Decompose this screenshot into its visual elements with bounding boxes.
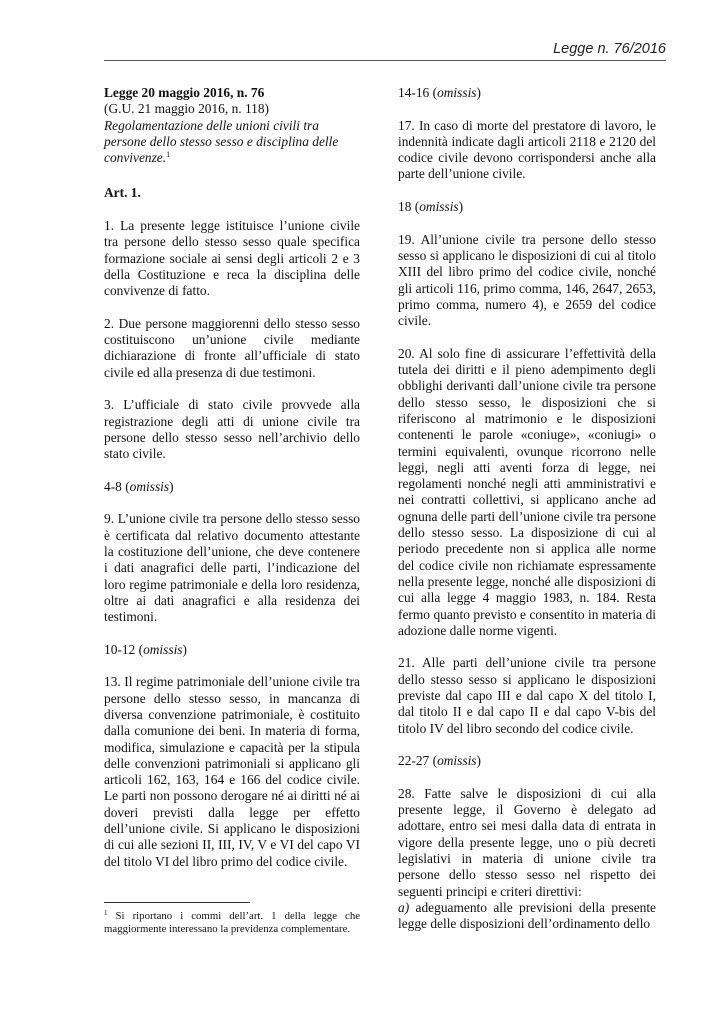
paragraph-19: 19. All’unione civile tra persone dello stesso sesso si applicano le disposizioni di cui al titolo XIII del libro primo del codice civile, nonché gli articoli 116, primo comma, 146, 2647, 2653, primo comma, numero 4), e 2659 del codice civile. bbox=[398, 231, 656, 329]
range-number: 4-8 bbox=[104, 478, 122, 494]
paragraph-18: 18 (omissis) bbox=[398, 199, 464, 215]
range-number: 10-12 bbox=[104, 641, 136, 657]
paragraph-21: 21. Alle parti dell’unione civile tra persone dello stesso sesso si applicano le disposizioni previste dal capo III e dal capo X del titolo I, dal titolo II e dal capo II e dal capo V-bis del titolo IV del libro secondo del codice civile. bbox=[398, 655, 656, 736]
paragraph-14-16: 14-16 (omissis) bbox=[398, 85, 481, 100]
paragraph-20: 20. Al solo fine di assicurare l’effettività della tutela dei diritti e il pieno adempimento degli obblighi derivanti dall’unione civile tra persone dello stesso sesso, le disposizioni che si riferiscono al matrimonio e le disposizioni contenenti le parole «coniuge», «coniugi» o termini equivalenti, ovunque ricorrono nelle leggi, negli atti aventi forza di legge, nei regolamenti nonché negli atti amministrativi e nei contratti collettivi, si applicano anche ad ognuna delle parti dell’unione civile tra persone dello stesso sesso. La disposizione di cui al periodo precedente non si applica alle norme del codice civile non richiamate espressamente nella presente legge, nonché alle disposizioni di cui alla legge 4 maggio 1983, n. 184. Resta fermo quanto previsto e consentito in materia di adozione dalle norme vigenti. bbox=[398, 345, 656, 638]
paragraph-17: 17. In caso di morte del prestatore di lavoro, le indennità indicate dagli articoli 2118 e 2120 del codice civile devono corrispondersi anche alla parte dell’unione civile. bbox=[398, 117, 656, 182]
paragraph-13: 13. Il regime patrimoniale dell’unione civile tra persone dello stesso sesso, in mancanza di diversa convenzione patrimoniale, è costituito dalla comunione dei beni. In materia di forma, modifica, simulazione e capacità per la stipula delle convenzioni patrimoniali si applicano gli articoli 162, 163, 164 e 166 del codice civile. Le parti non possono derogare né ai diritti né ai doveri previsti dalla legge per effetto dell’unione civile. Si applicano le disposizioni di cui alle sezioni II, III, IV, V e VI del capo VI del titolo VI del libro primo del codice civile. bbox=[104, 674, 360, 869]
right-column bbox=[398, 85, 656, 949]
left-column bbox=[104, 85, 360, 920]
running-header bbox=[104, 40, 666, 61]
omissis-label: omissis bbox=[419, 199, 459, 215]
omissis-label: omissis bbox=[143, 641, 183, 657]
footnote-ref: 1 bbox=[166, 150, 171, 160]
law-description: Regolamentazione delle unioni civili tra persone dello stesso sesso e disciplina delle convivenze. bbox=[104, 117, 339, 166]
item-letter: a) bbox=[398, 899, 410, 915]
omissis-label: omissis bbox=[437, 753, 477, 769]
omissis-label: omissis bbox=[437, 85, 477, 100]
paragraph-3: 3. L’ufficiale di stato civile provvede alla registrazione degli atti di unione civile tra persone dello stesso sesso nell’archivio dello stato civile. bbox=[104, 397, 360, 462]
footnote bbox=[104, 910, 360, 937]
range-number: 22-27 bbox=[398, 753, 430, 769]
article-heading: Art. 1. bbox=[104, 185, 141, 201]
law-title-block bbox=[104, 85, 360, 166]
paragraph-9: 9. L’unione civile tra persone dello stesso sesso è certificata dal relativo documento attestante la costituzione dell’unione, che deve contenere i dati anagrafici delle parti, l’indicazione del loro regime patrimoniale e della loro residenza, oltre ai dati anagrafici e alla residenza dei testimoni. bbox=[104, 511, 360, 625]
omissis-label: omissis bbox=[129, 478, 170, 494]
footnote-divider bbox=[104, 902, 250, 903]
paragraph-28-a bbox=[398, 900, 656, 933]
footnote-text: Si riportano i commi dell’art. 1 della legge che maggiormente interessano la previdenza complementare. bbox=[104, 910, 361, 936]
item-text: adeguamento alle previsioni della presente legge delle disposizioni dell’ordinamento dello bbox=[398, 899, 656, 932]
paragraph-10-12: 10-12 (omissis) bbox=[104, 641, 187, 657]
range-number: 18 bbox=[398, 199, 412, 215]
paragraph-22-27: 22-27 (omissis) bbox=[398, 753, 481, 769]
footnote-mark: 1 bbox=[104, 909, 108, 917]
paragraph-1: 1. La presente legge istituisce l’unione civile tra persone dello stesso sesso quale specifica formazione sociale ai sensi degli articoli 2 e 3 della Costituzione e reca la disciplina delle convivenze di fatto. bbox=[104, 218, 360, 299]
header-title: Legge n. 76/2016 bbox=[553, 41, 666, 57]
range-number: 14-16 bbox=[398, 85, 430, 100]
law-title: Legge 20 maggio 2016, n. 76 bbox=[104, 85, 265, 100]
gazette-reference: (G.U. 21 maggio 2016, n. 118) bbox=[104, 101, 270, 117]
paragraph-28: 28. Fatte salve le disposizioni di cui alla presente legge, il Governo è delegato ad adottare, entro sei mesi dalla data di entrata in vigore della presente legge, uno o più decreti legislativi in materia di unione civile tra persone dello stesso sesso nel rispetto dei seguenti principi e criteri direttivi: bbox=[398, 785, 656, 899]
paragraph-4-8: 4-8 (omissis) bbox=[104, 478, 174, 494]
paragraph-2: 2. Due persone maggiorenni dello stesso sesso costituiscono un’unione civile mediante dichiarazione di fronte all’ufficiale di stato civile ed alla presenza di due testimoni. bbox=[104, 315, 360, 380]
